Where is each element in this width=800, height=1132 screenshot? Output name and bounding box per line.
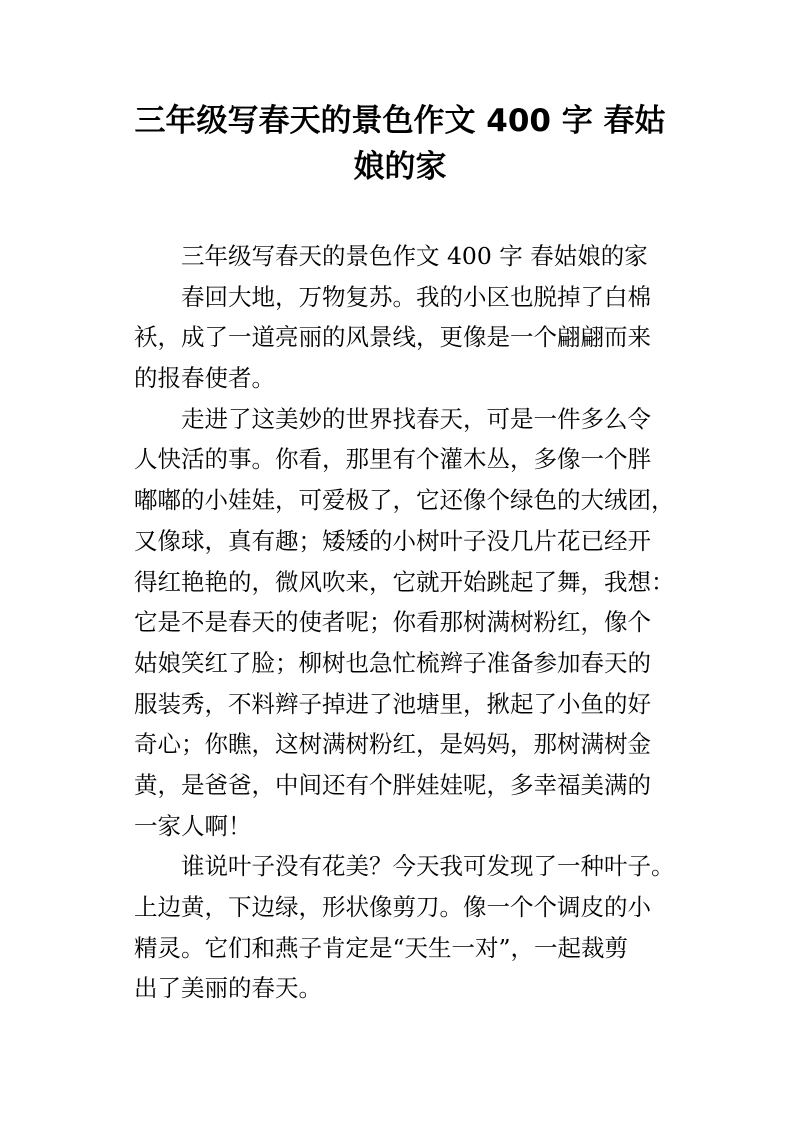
essay-line: 得红艳艳的，微风吹来，它就开始跳起了舞，我想： <box>134 567 675 596</box>
essay-line: 它是不是春天的使者呢；你看那树满树粉红，像个 <box>134 608 651 637</box>
essay-line: 春回大地，万物复苏。我的小区也脱掉了白棉 <box>181 282 651 311</box>
essay-line: 袄，成了一道亮丽的风景线，更像是一个翩翩而来 <box>134 323 651 352</box>
essay-line: 嘟嘟的小娃娃，可爱极了，它还像个绿色的大绒团， <box>134 486 675 515</box>
essay-line: 奇心；你瞧，这树满树粉红，是妈妈，那树满树金 <box>134 730 651 759</box>
essay-line: 人快活的事。你看，那里有个灌木丛，多像一个胖 <box>134 445 651 474</box>
essay-line: 服装秀，不料辫子掉进了池塘里，揪起了小鱼的好 <box>134 689 651 718</box>
title-line: 三年级写春天的景色作文 400 字 春姑 <box>134 103 666 139</box>
essay-line: 走进了这美妙的世界找春天，可是一件多么令 <box>181 404 651 433</box>
title-line: 娘的家 <box>353 149 447 185</box>
essay-line: 一家人啊！ <box>134 811 252 840</box>
essay-line: 精灵。它们和燕子肯定是“天生一对”，一起裁剪 <box>134 933 629 962</box>
essay-line: 谁说叶子没有花美？今天我可发现了一种叶子。 <box>181 852 675 881</box>
essay-body <box>134 236 674 1009</box>
essay-line: 三年级写春天的景色作文 400 字 春姑娘的家 <box>181 242 648 270</box>
document-title <box>120 98 680 190</box>
essay-line: 上边黄，下边绿，形状像剪刀。像一个个调皮的小 <box>134 893 651 921</box>
essay-line: 黄，是爸爸，中间还有个胖娃娃呢，多幸福美满的 <box>134 770 651 799</box>
essay-line: 出了美丽的春天。 <box>134 974 322 1003</box>
essay-line: 的报春使者。 <box>134 364 275 393</box>
essay-line: 又像球，真有趣；矮矮的小树叶子没几片花已经开 <box>134 526 651 555</box>
essay-line: 姑娘笑红了脸；柳树也急忙梳辫子准备参加春天的 <box>134 648 651 677</box>
